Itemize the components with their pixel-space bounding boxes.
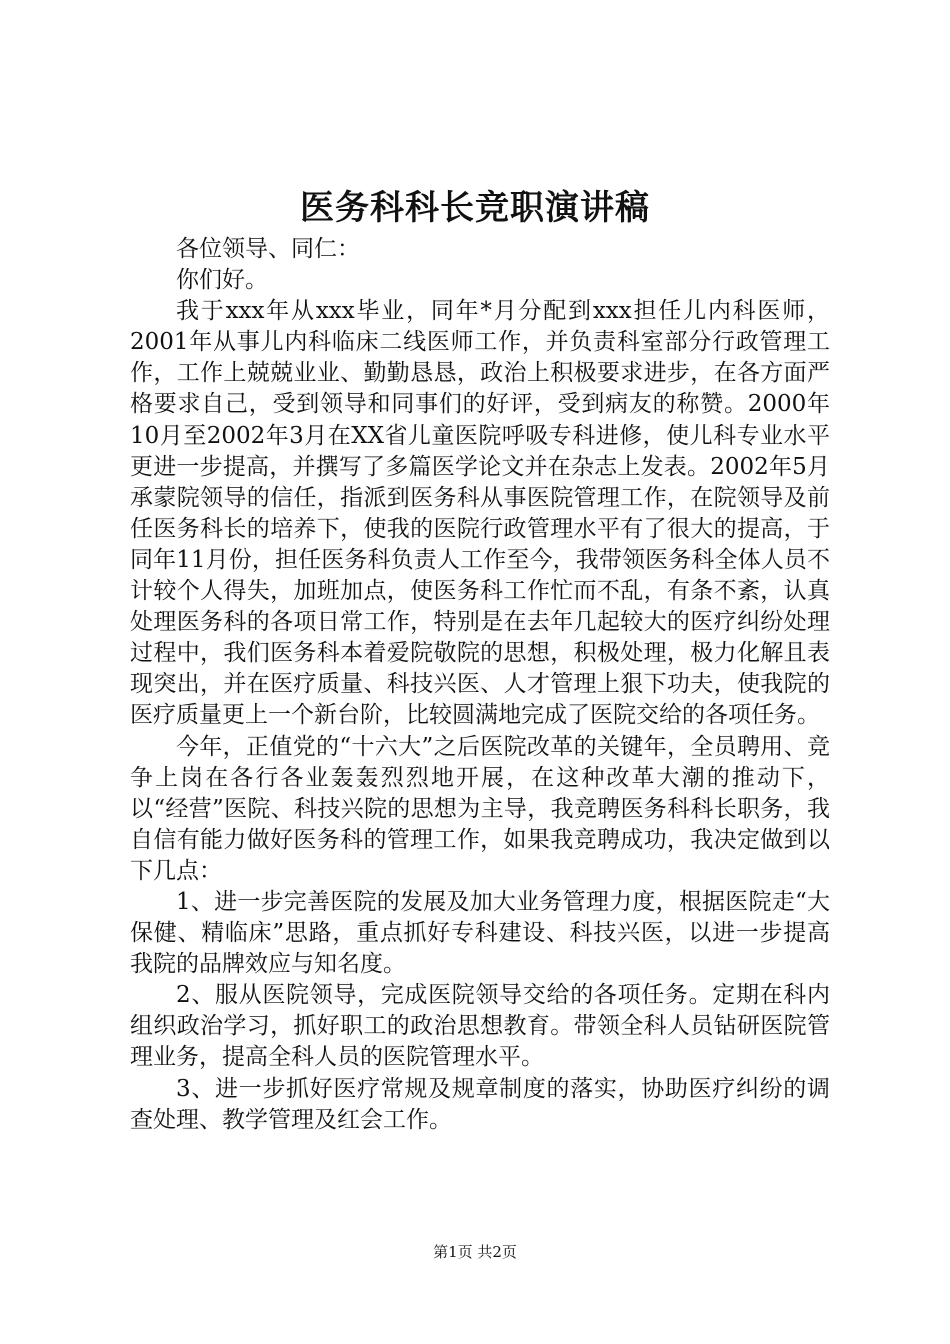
paragraph-point-3: 3、进一步抓好医疗常规及规章制度的落实，协助医疗纠纷的调查处理、教学管理及红会工作。 — [130, 1075, 830, 1133]
paragraph-background: 我于xxx年从xxx毕业，同年*月分配到xxx担任儿内科医师，2001年从事儿内科临床二线医师工作，并负责科室部分行政管理工作，工作上兢兢业业、勤勤恳恳，政治上积极要求进步，在各方面严格要求自己，受到领导和同事们的好评，受到病友的称赞。2000年10月至2002年3月在XX省儿童医院呼吸专科进修，使儿科专业水平更进一步提高，并撰写了多篇医学论文并在杂志上发表。2002年5月承蒙院领导的信任，指派到医务科从事医院管理工作，在院领导及前任医务科长的培养下，使我的医院行政管理水平有了很大的提高，于同年11月份，担任医务科负责人工作至今，我带领医务科全体人员不计较个人得失，加班加点，使医务科工作忙而不乱，有条不紊，认真处理医务科的各项日常工作，特别是在去年几起较大的医疗纠纷处理过程中，我们医务科本着爱院敬院的思想，积极处理，极力化解且表现突出，并在医疗质量、科技兴医、人才管理上狠下功夫，使我院的医疗质量更上一个新台阶，比较圆满地完成了医院交给的各项任务。 — [130, 298, 830, 729]
paragraph-point-2: 2、服从医院领导，完成医院领导交给的各项任务。定期在科内组织政治学习，抓好职工的政治思想教育。带领全科人员钻研医院管理业务，提高全科人员的医院管理水平。 — [130, 982, 830, 1071]
paragraph-point-1: 1、进一步完善医院的发展及加大业务管理力度，根据医院走“大保健、精临床”思路，重点抓好专科建设、科技兴医，以进一步提高我院的品牌效应与知名度。 — [130, 888, 830, 978]
paragraph-motivation: 今年，正值党的“十六大”之后医院改革的关键年，全员聘用、竞争上岗在各行各业轰轰烈烈地开展，在这种改革大潮的推动下，以“经营”医院、科技兴院的思想为主导，我竞聘医务科科长职务，我自信有能力做好医务科的管理工作，如果我竞聘成功，我决定做到以下几点： — [130, 733, 830, 884]
page-footer: 第1页 共2页 — [433, 1243, 517, 1261]
document-title: 医务科科长竞职演讲稿 — [300, 188, 650, 228]
document-body — [130, 234, 830, 1136]
paragraph-greeting: 你们好。 — [176, 267, 268, 294]
paragraph-salutation: 各位领导、同仁： — [176, 236, 360, 262]
